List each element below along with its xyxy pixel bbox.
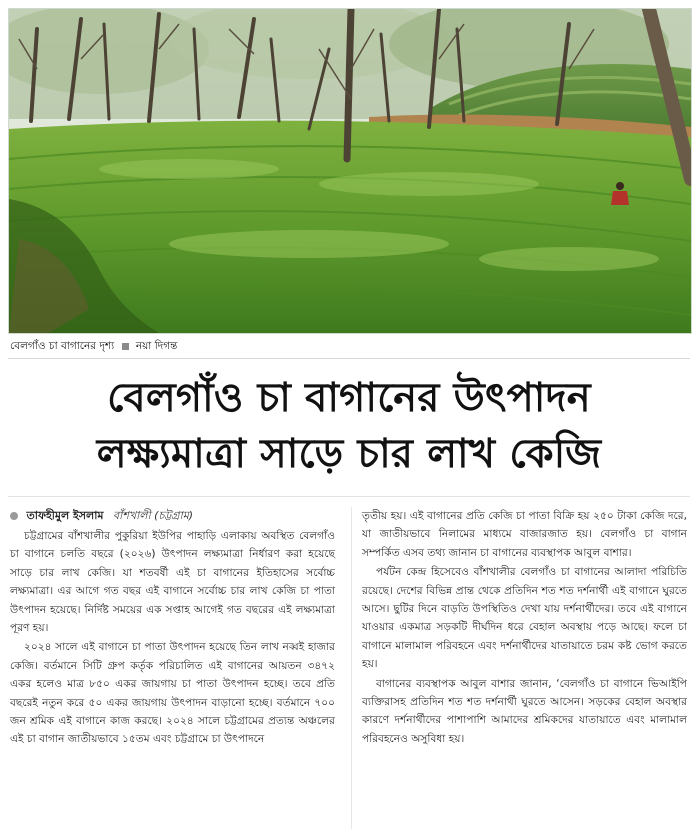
article-paragraph: তৃতীয় হয়। এই বাগানের প্রতি কেজি চা পাতা বিক্রি হয় ২৫০ টাকা কেজি দরে, যা জাতীয়ভাবে নিলামের মাধ্যমে বাজারজাত হয়। বেলগাঁও চা বাগান সম্পর্কিত এসব তথ্য জানান চা বাগানের ব্যবস্থাপক আবুল বাশার। bbox=[362, 510, 687, 559]
caption-credit: নয়া দিগন্ত bbox=[135, 340, 178, 352]
photo-illustration bbox=[9, 9, 691, 333]
byline-place: বাঁশখালী (চট্টগ্রাম) bbox=[113, 509, 194, 522]
article-column-right bbox=[362, 507, 687, 749]
article-paragraph: পর্যটন কেন্দ্র হিসেবেও বাঁশখালীর বেলগাঁও চা বাগানের আলাদা পরিচিতি রয়েছে। দেশের বিভিন্ন প্রান্ত থেকে প্রতিদিন শত শত দর্শনার্থী এই বাগানে ঘুরতে আসে। ছুটির দিনে বাড়তি উপস্থিতিও দেখা যায় দর্শনার্থীদের। তবে এই বাগানে যাওয়ার একমাত্র সড়কটি দীর্ঘদিন ধরে বেহাল অবস্থায় পড়ে আছে। ফলে চা বাগানে মালামাল পরিবহনে এবং দর্শনার্থীদের যাতায়াতে চরম কষ্ট ভোগ করতে হয়। bbox=[362, 566, 687, 671]
article-paragraph: চট্টগ্রামের বাঁশখালীর পুকুরিয়া ইউপির পাহাড়ি এলাকায় অবস্থিত বেলগাঁও চা বাগানে চলতি বছরে (২০২৬) উৎপাদন লক্ষ্যমাত্রা নির্ধারণ করা হয়েছে সাড়ে চার লাখ কেজি। যা শতবর্ষী এই চা বাগানের ইতিহাসের সর্বোচ্চ লক্ষ্যমাত্রা। এর আগে গত বছর এই বাগানে সর্বোচ্চ চার লাখ কেজি চা পাতা উৎপাদন হয়েছে। নির্দিষ্ট সময়ের এক সপ্তাহ আগেই গত বছরের এই লক্ষ্যমাত্রা পূরণ হয়। bbox=[10, 530, 335, 635]
caption-text: বেলগাঁও চা বাগানের দৃশ্য bbox=[10, 340, 115, 352]
tea-garden-photo bbox=[8, 8, 692, 334]
headline-line-2: লক্ষ্যমাত্রা সাড়ে চার লাখ কেজি bbox=[96, 431, 602, 477]
column-divider bbox=[351, 507, 352, 829]
headline bbox=[8, 370, 690, 482]
divider-line bbox=[8, 358, 690, 359]
article-paragraph: বাগানের ব্যবস্থাপক আবুল বাশার জানান, ‘বেলগাঁও চা বাগানে ভিআইপি ব্যক্তিরাসহ প্রতিদিন শত শত দর্শনার্থী ঘুরতে আসেন। সড়কের বেহাল অবস্থার কারণে দর্শনার্থীদের পাশাপাশি আমাদের শ্রমিকদের যাতায়াতে এবং মালামাল পরিবহনেও অসুবিধা হয়। bbox=[362, 677, 687, 745]
byline bbox=[10, 507, 335, 525]
headline-line-1: বেলগাঁও চা বাগানের উৎপাদন bbox=[107, 375, 591, 421]
caption-separator-icon bbox=[122, 343, 129, 350]
byline-author: তাফহীমুল ইসলাম bbox=[26, 509, 104, 522]
article-paragraph: ২০২৪ সালে এই বাগানে চা পাতা উৎপাদন হয়েছে তিন লাখ নব্বই হাজার কেজি। বর্তমানে সিটি গ্রুপ কর্তৃক পরিচালিত এই বাগানের আয়তন ৩৪৭২ একর হলেও মাত্র ৮৫০ একর জায়গায় চা পাতা উৎপাদন হচ্ছে। তবে প্রতি বছরেই নতুন করে ৫০ একর জায়গায় উৎপাদন বাড়ানো হচ্ছে। বর্তমানে ৭০০ জন শ্রমিক এই বাগানে কাজ করছে। ২০২৪ সালে চট্টগ্রামের প্রত্যন্ত অঞ্চলের এই চা বাগান জাতীয়ভাবে ১৫তম এবং চট্টগ্রামে চা উৎপাদনে bbox=[10, 641, 335, 746]
divider-line bbox=[8, 496, 690, 497]
article-column-left bbox=[10, 507, 335, 750]
bullet-icon bbox=[10, 512, 18, 520]
photo-caption bbox=[10, 337, 570, 355]
